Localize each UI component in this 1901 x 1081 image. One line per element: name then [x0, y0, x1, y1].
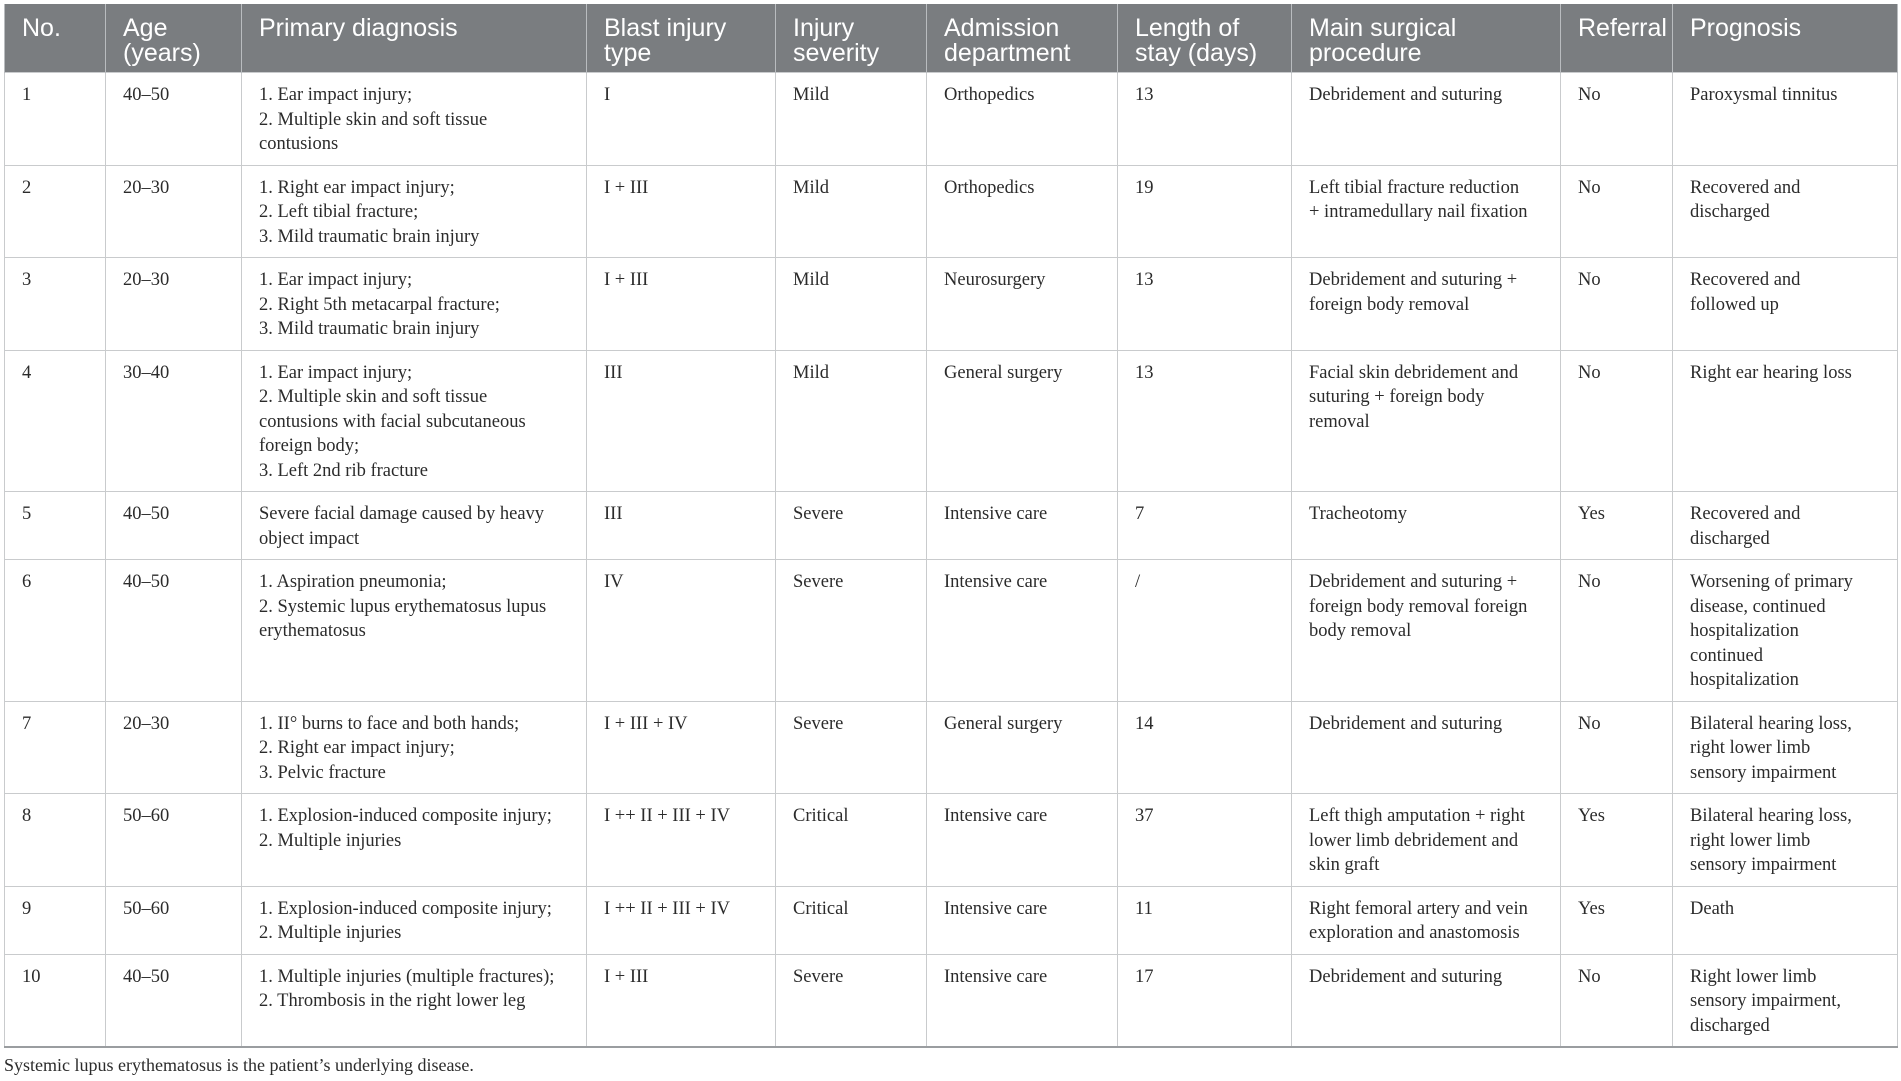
cell-text-line: 1. II° burns to face and both hands;	[259, 713, 520, 734]
cell-text-line: Debridement and suturing	[1309, 713, 1503, 734]
cell-prognosis	[1673, 560, 1898, 702]
cell-length-of-stay: 13	[1118, 73, 1292, 166]
cell-age: 20–30	[106, 701, 242, 794]
cell-main-surgical-procedure	[1292, 560, 1561, 702]
cell-text-line: foreign body;	[259, 436, 360, 456]
cell-text-line: Debridement and suturing	[1309, 85, 1503, 105]
cell-length-of-stay: 11	[1118, 886, 1292, 954]
cell-text-line: 2. Right 5th metacarpal fracture;	[259, 294, 500, 315]
table-row	[5, 73, 1898, 166]
cell-main-surgical-procedure	[1292, 794, 1561, 887]
header-text-line: type	[604, 39, 652, 67]
cell-text-line: sensory impairment,	[1690, 991, 1842, 1011]
header-length-of-stay	[1118, 4, 1292, 73]
header-text-line: (years)	[123, 39, 201, 67]
table-header	[5, 4, 1898, 73]
cell-primary-diagnosis	[242, 350, 587, 492]
cell-text-line: removal	[1309, 411, 1370, 432]
cell-text-line: right lower limb	[1690, 830, 1811, 851]
header-row	[5, 4, 1898, 73]
cell-text-line: Facial skin debridement and	[1309, 362, 1519, 383]
table-row	[5, 165, 1898, 258]
cell-age: 40–50	[106, 560, 242, 702]
cell-text-line: 2. Multiple skin and soft tissue	[259, 387, 488, 407]
cell-admission-department: General surgery	[927, 350, 1118, 492]
cell-primary-diagnosis	[242, 794, 587, 887]
cell-text-line: Debridement and suturing +	[1309, 270, 1518, 290]
cell-text-line: Right lower limb	[1690, 966, 1817, 987]
cell-length-of-stay: 14	[1118, 701, 1292, 794]
cell-text-line: Right femoral artery and vein	[1309, 898, 1528, 919]
cell-referral: Yes	[1561, 794, 1673, 887]
cell-main-surgical-procedure	[1292, 492, 1561, 560]
cell-length-of-stay: 13	[1118, 258, 1292, 351]
cell-injury-severity: Severe	[776, 560, 927, 702]
header-text-line: Referral	[1578, 14, 1667, 42]
cell-referral: No	[1561, 165, 1673, 258]
cell-text-line: 3. Mild traumatic brain injury	[259, 226, 480, 247]
cell-text-line: suturing + foreign body	[1309, 387, 1485, 407]
cell-primary-diagnosis	[242, 560, 587, 702]
header-text-line: Age	[123, 14, 168, 42]
cell-prognosis	[1673, 165, 1898, 258]
cell-text-line: Recovered and	[1690, 504, 1801, 524]
cell-prognosis	[1673, 701, 1898, 794]
cell-no: 9	[5, 886, 106, 954]
cell-text-line: 2. Right ear impact injury;	[259, 738, 455, 758]
clinical-data-table	[4, 4, 1898, 1048]
cell-text-line: hospitalization	[1690, 621, 1799, 641]
cell-admission-department: Intensive care	[927, 492, 1118, 560]
cell-age: 20–30	[106, 165, 242, 258]
table-row	[5, 794, 1898, 887]
cell-no: 2	[5, 165, 106, 258]
cell-no: 3	[5, 258, 106, 351]
cell-injury-severity: Severe	[776, 701, 927, 794]
cell-text-line: Debridement and suturing +	[1309, 572, 1518, 592]
cell-text-line: Debridement and suturing	[1309, 966, 1503, 987]
header-referral	[1561, 4, 1673, 73]
cell-age: 50–60	[106, 886, 242, 954]
table-body	[5, 73, 1898, 1048]
cell-admission-department: Orthopedics	[927, 73, 1118, 166]
cell-referral: Yes	[1561, 886, 1673, 954]
cell-referral: No	[1561, 560, 1673, 702]
cell-text-line: 1. Multiple injuries (multiple fractures);	[259, 966, 555, 987]
cell-text-line: Left tibial fracture reduction	[1309, 177, 1520, 198]
cell-main-surgical-procedure	[1292, 350, 1561, 492]
cell-no: 5	[5, 492, 106, 560]
cell-text-line: exploration and anastomosis	[1309, 923, 1520, 943]
cell-text-line: 3. Mild traumatic brain injury	[259, 319, 480, 339]
cell-age: 30–40	[106, 350, 242, 492]
cell-primary-diagnosis	[242, 258, 587, 351]
cell-injury-severity: Severe	[776, 492, 927, 560]
cell-text-line: 1. Explosion-induced composite injury;	[259, 806, 552, 826]
cell-text-line: right lower limb	[1690, 738, 1811, 758]
cell-no: 6	[5, 560, 106, 702]
cell-no: 1	[5, 73, 106, 166]
cell-admission-department: Orthopedics	[927, 165, 1118, 258]
cell-text-line: Recovered and	[1690, 270, 1801, 290]
cell-text-line: Severe facial damage caused by heavy	[259, 504, 545, 524]
cell-blast-injury-type: I + III	[587, 165, 776, 258]
cell-text-line: 2. Thrombosis in the right lower leg	[259, 991, 526, 1011]
cell-injury-severity: Mild	[776, 73, 927, 166]
cell-text-line: sensory impairment	[1690, 762, 1837, 783]
cell-injury-severity: Mild	[776, 258, 927, 351]
cell-text-line: 2. Multiple injuries	[259, 923, 402, 943]
cell-injury-severity: Critical	[776, 886, 927, 954]
header-text-line: Length of	[1135, 14, 1240, 42]
cell-referral: No	[1561, 954, 1673, 1047]
cell-text-line: 3. Pelvic fracture	[259, 762, 386, 783]
cell-text-line: 1. Ear impact injury;	[259, 85, 413, 105]
cell-primary-diagnosis	[242, 886, 587, 954]
cell-text-line: skin graft	[1309, 855, 1380, 875]
cell-blast-injury-type: III	[587, 350, 776, 492]
cell-text-line: discharged	[1690, 202, 1770, 222]
cell-text-line: 2. Multiple injuries	[259, 830, 402, 851]
cell-length-of-stay: 7	[1118, 492, 1292, 560]
cell-text-line: sensory impairment	[1690, 855, 1837, 875]
cell-text-line: 2. Left tibial fracture;	[259, 202, 419, 222]
cell-prognosis	[1673, 794, 1898, 887]
cell-admission-department: Intensive care	[927, 954, 1118, 1047]
header-text-line: stay (days)	[1135, 39, 1258, 67]
cell-primary-diagnosis	[242, 954, 587, 1047]
cell-referral: No	[1561, 350, 1673, 492]
cell-no: 10	[5, 954, 106, 1047]
table-row	[5, 954, 1898, 1047]
cell-blast-injury-type: I ++ II + III + IV	[587, 794, 776, 887]
cell-text-line: Tracheotomy	[1309, 504, 1407, 524]
cell-age: 40–50	[106, 73, 242, 166]
cell-text-line: foreign body removal	[1309, 294, 1470, 315]
cell-blast-injury-type: I	[587, 73, 776, 166]
cell-prognosis	[1673, 954, 1898, 1047]
cell-referral: No	[1561, 701, 1673, 794]
cell-main-surgical-procedure	[1292, 73, 1561, 166]
cell-text-line: 3. Left 2nd rib fracture	[259, 460, 428, 481]
cell-text-line: 1. Ear impact injury;	[259, 362, 413, 383]
header-injury-severity	[776, 4, 927, 73]
cell-injury-severity: Mild	[776, 350, 927, 492]
cell-text-line: 2. Systemic lupus erythematosus lupus	[259, 596, 547, 617]
cell-text-line: 1. Aspiration pneumonia;	[259, 572, 447, 592]
cell-text-line: discharged	[1690, 1015, 1770, 1036]
cell-text-line: object impact	[259, 528, 360, 549]
cell-primary-diagnosis	[242, 73, 587, 166]
cell-age: 20–30	[106, 258, 242, 351]
header-admission-department	[927, 4, 1118, 73]
cell-text-line: 1. Ear impact injury;	[259, 270, 413, 290]
cell-injury-severity: Mild	[776, 165, 927, 258]
cell-main-surgical-procedure	[1292, 886, 1561, 954]
cell-referral: No	[1561, 258, 1673, 351]
cell-text-line: Paroxysmal tinnitus	[1690, 85, 1838, 105]
header-text-line: No.	[22, 14, 61, 42]
cell-age: 40–50	[106, 492, 242, 560]
cell-referral: No	[1561, 73, 1673, 166]
cell-text-line: Death	[1690, 898, 1735, 919]
cell-length-of-stay: 17	[1118, 954, 1292, 1047]
cell-admission-department: Intensive care	[927, 794, 1118, 887]
cell-text-line: Left thigh amputation + right	[1309, 806, 1525, 826]
cell-text-line: 2. Multiple skin and soft tissue	[259, 109, 488, 130]
header-text-line: Primary diagnosis	[259, 14, 458, 42]
cell-age: 50–60	[106, 794, 242, 887]
cell-prognosis	[1673, 73, 1898, 166]
cell-primary-diagnosis	[242, 165, 587, 258]
table-row	[5, 258, 1898, 351]
cell-blast-injury-type: I + III + IV	[587, 701, 776, 794]
cell-length-of-stay: 19	[1118, 165, 1292, 258]
cell-primary-diagnosis	[242, 492, 587, 560]
cell-main-surgical-procedure	[1292, 165, 1561, 258]
cell-text-line: disease, continued	[1690, 596, 1826, 617]
cell-text-line: Bilateral hearing loss,	[1690, 806, 1852, 826]
cell-blast-injury-type: IV	[587, 560, 776, 702]
cell-text-line: body removal	[1309, 621, 1412, 641]
header-age	[106, 4, 242, 73]
cell-injury-severity: Critical	[776, 794, 927, 887]
header-main-surgical-procedure	[1292, 4, 1561, 73]
cell-text-line: Recovered and	[1690, 177, 1801, 198]
cell-admission-department: Intensive care	[927, 886, 1118, 954]
cell-age: 40–50	[106, 954, 242, 1047]
cell-text-line: contusions with facial subcutaneous	[259, 411, 526, 432]
cell-text-line: 1. Right ear impact injury;	[259, 177, 455, 198]
cell-blast-injury-type: I + III	[587, 954, 776, 1047]
cell-prognosis	[1673, 350, 1898, 492]
table-row	[5, 701, 1898, 794]
header-text-line: severity	[793, 39, 880, 67]
cell-admission-department: Neurosurgery	[927, 258, 1118, 351]
header-text-line: Main surgical	[1309, 14, 1457, 42]
cell-text-line: followed up	[1690, 294, 1779, 315]
header-text-line: Admission	[944, 14, 1060, 42]
table-row	[5, 886, 1898, 954]
cell-prognosis	[1673, 492, 1898, 560]
cell-main-surgical-procedure	[1292, 954, 1561, 1047]
header-blast-injury-type	[587, 4, 776, 73]
cell-text-line: contusions	[259, 134, 339, 154]
cell-text-line: discharged	[1690, 528, 1770, 549]
cell-text-line: lower limb debridement and	[1309, 830, 1519, 851]
cell-prognosis	[1673, 258, 1898, 351]
cell-length-of-stay: /	[1118, 560, 1292, 702]
cell-text-line: erythematosus	[259, 621, 366, 641]
table-container	[4, 4, 1897, 1048]
cell-admission-department: Intensive care	[927, 560, 1118, 702]
cell-blast-injury-type: I ++ II + III + IV	[587, 886, 776, 954]
cell-prognosis	[1673, 886, 1898, 954]
cell-main-surgical-procedure	[1292, 258, 1561, 351]
header-text-line: Prognosis	[1690, 14, 1802, 42]
cell-admission-department: General surgery	[927, 701, 1118, 794]
cell-referral: Yes	[1561, 492, 1673, 560]
cell-text-line: Bilateral hearing loss,	[1690, 713, 1852, 734]
cell-blast-injury-type: I + III	[587, 258, 776, 351]
header-prognosis	[1673, 4, 1898, 73]
table-footnote: Systemic lupus erythematosus is the patient’s underlying disease.	[4, 1055, 474, 1075]
cell-text-line: 1. Explosion-induced composite injury;	[259, 898, 552, 919]
cell-main-surgical-procedure	[1292, 701, 1561, 794]
cell-length-of-stay: 37	[1118, 794, 1292, 887]
table-row	[5, 560, 1898, 702]
header-primary-diagnosis	[242, 4, 587, 73]
cell-text-line: Worsening of primary	[1690, 572, 1853, 592]
cell-primary-diagnosis	[242, 701, 587, 794]
table-row	[5, 350, 1898, 492]
header-no	[5, 4, 106, 73]
header-text-line: Blast injury	[604, 14, 727, 42]
cell-text-line: + intramedullary nail fixation	[1309, 202, 1528, 222]
cell-injury-severity: Severe	[776, 954, 927, 1047]
cell-blast-injury-type: III	[587, 492, 776, 560]
cell-text-line: hospitalization	[1690, 670, 1799, 690]
cell-no: 8	[5, 794, 106, 887]
header-text-line: department	[944, 39, 1071, 67]
cell-length-of-stay: 13	[1118, 350, 1292, 492]
cell-text-line: continued	[1690, 645, 1763, 666]
cell-no: 7	[5, 701, 106, 794]
header-text-line: Injury	[793, 14, 855, 42]
header-text-line: procedure	[1309, 39, 1422, 67]
cell-text-line: foreign body removal foreign	[1309, 596, 1528, 617]
cell-no: 4	[5, 350, 106, 492]
cell-text-line: Right ear hearing loss	[1690, 362, 1852, 383]
table-row	[5, 492, 1898, 560]
